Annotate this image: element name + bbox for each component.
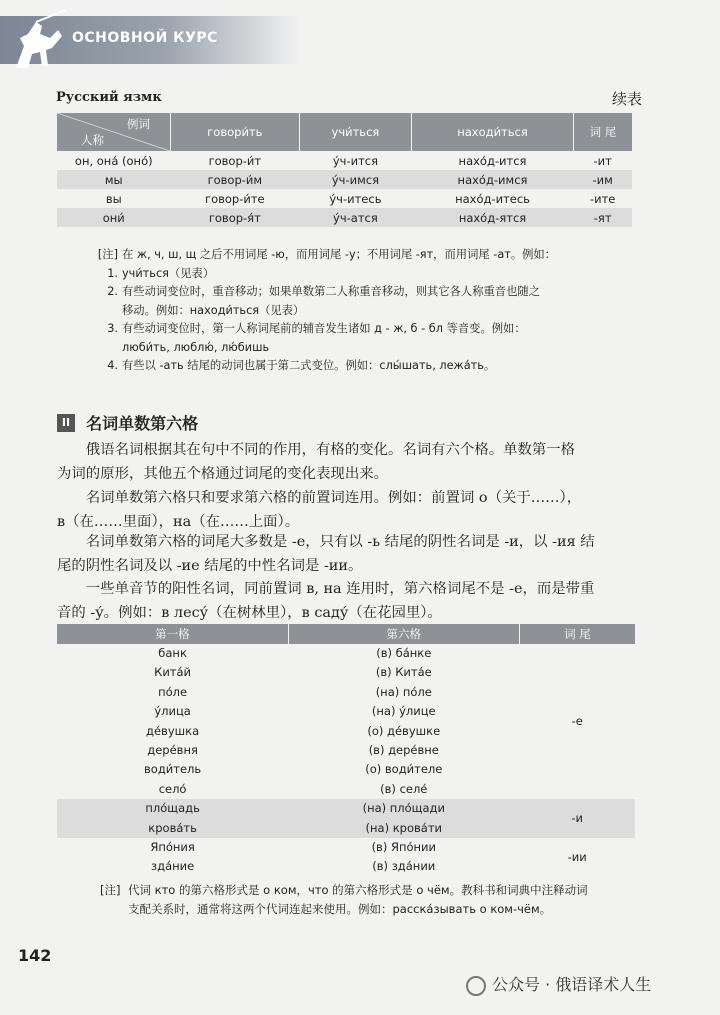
table-cell: он, она́ (оно́)	[74, 153, 153, 168]
book-title: Русский язмк	[56, 90, 162, 105]
table-cell: (на) пло́щади	[288, 799, 519, 818]
table-cell: (в) зда́нии	[372, 859, 436, 874]
table-cell: нахо́д-итесь	[455, 191, 530, 206]
table-cell: у́ч-итесь	[329, 191, 382, 206]
column-header: 词 尾	[519, 624, 635, 644]
table-cell: у́ч-ится	[332, 153, 379, 168]
note-number: 2.	[107, 285, 118, 298]
table-cell: село́	[158, 781, 187, 796]
paragraph-line: 尾的阴性名词及以 -ие 结尾的中性名词是 -ии。	[57, 558, 363, 574]
corner-top-label: 例词	[127, 117, 150, 131]
column-header: учи́ться	[299, 113, 412, 151]
table-cell: (в) ба́нке	[376, 646, 432, 660]
watermark-text: 公众号 · 俄语译术人生	[492, 975, 652, 994]
table-cell: Япо́ния	[150, 840, 195, 855]
note-line: люби́ть, люблю́, лю́бишь	[122, 340, 270, 354]
header-banner	[0, 16, 300, 64]
table-cell: (о) води́теле	[365, 762, 443, 777]
table-cell: нахо́д-имся	[412, 170, 574, 189]
conjugation-table	[57, 113, 632, 227]
table-cell: Кита́й	[154, 665, 192, 680]
table-corner-cell	[57, 113, 171, 151]
table-cell: (на) по́ле	[375, 684, 432, 699]
table-row	[57, 151, 632, 170]
table-cell: (на) у́лице	[371, 704, 436, 719]
note-line: 代词 кто 的第六格形式是 о ком，что 的第六格形式是 о чём。教科书和词典中注释动词	[128, 883, 588, 897]
column-header: 第一格	[57, 624, 288, 644]
table-cell: де́вушка	[146, 723, 200, 738]
ending-cell: -е	[571, 713, 583, 728]
sixth-case-table	[57, 624, 635, 877]
note-line: 支配关系时，通常将这两个代词连起来使用。例如：расска́зывать о ком-чём。	[128, 902, 552, 916]
table-cell: вы	[105, 191, 122, 206]
paragraph-line: 名词单数第六格的词尾大多数是 -е，只有以 -ь 结尾的阴性名词是 -и，以 -ия 结	[57, 534, 595, 550]
table-cell: пло́щадь	[57, 799, 288, 818]
paragraph-line: в（在……里面），на（在……上面）。	[57, 514, 300, 530]
table-cell: -ят	[573, 208, 632, 227]
table-cell: нахо́д-ятся	[412, 208, 574, 227]
table-cell: они́	[57, 208, 171, 227]
paragraph	[57, 486, 640, 534]
note-line: 有些动词变位时，第一人称词尾前的辅音发生诸如 д - ж, б - бл 等音变。例如：	[122, 322, 526, 335]
page-number: 142	[18, 946, 52, 965]
paragraph	[57, 530, 640, 578]
note-tag: [注]	[100, 883, 121, 897]
table-cell: нахо́д-ится	[458, 153, 527, 168]
note-number: 1.	[107, 266, 118, 280]
continued-label: 续表	[611, 90, 642, 108]
section-title: 名词单数第六格	[86, 414, 199, 433]
paragraph-line: 一些单音节的阳性名词，同前置词 в, на 连用时，第六格词尾不是 -е，而是带重	[57, 581, 595, 597]
ending-cell: -и	[519, 799, 635, 838]
section-heading	[57, 411, 198, 433]
table-row	[57, 644, 635, 663]
pronoun-note	[100, 881, 650, 919]
note-item	[88, 357, 648, 376]
note-number: 4.	[107, 359, 118, 372]
table-cell: води́тель	[144, 762, 202, 777]
table-row	[57, 799, 635, 818]
paragraph-line: 音的 -у́。例如：в лесу́（在树林里），в саду́（在花园里）。	[57, 605, 442, 621]
table-cell: -ит	[593, 153, 612, 168]
table-cell: -ите	[589, 191, 616, 206]
table-cell: у́лица	[154, 704, 191, 719]
course-title: ОСНОВНОЙ КУРС	[72, 30, 218, 46]
note-item	[88, 283, 648, 320]
corner-bottom-label: 人称	[81, 133, 104, 147]
table-cell: (о) де́вушке	[367, 723, 441, 738]
table-cell: (в) селе́	[380, 781, 428, 796]
note-line: 在 ж, ч, ш, щ 之后不用词尾 -ю，而用词尾 -у；不用词尾 -ят，而用词尾 -ат。例如：	[122, 248, 557, 261]
note-line: 移动。例如：находи́ться（见表）	[122, 303, 305, 317]
notes-tag: [注]	[97, 248, 118, 261]
note-line: 有些以 -ать 结尾的动词也属于第二式变位。例如：слы́шать, лежа́ть。	[122, 359, 496, 372]
paragraph-line: 名词单数第六格只和要求第六格的前置词连用。例如：前置词 о（关于……），	[57, 490, 582, 506]
paragraph	[57, 438, 640, 486]
column-header: 第六格	[288, 624, 519, 644]
note-line: учи́ться（见表）	[122, 266, 215, 280]
wechat-icon	[466, 976, 486, 996]
table-cell: говор-и́т	[208, 153, 262, 168]
ending-cell: -ии	[567, 849, 587, 864]
notes-block	[88, 246, 648, 376]
table-cell: (в) Япо́нии	[371, 840, 436, 855]
table-cell: по́ле	[158, 684, 188, 699]
table-cell: банк	[158, 646, 187, 660]
column-header: 词 尾	[573, 113, 632, 151]
table-cell: крова́ть	[57, 819, 288, 838]
horse-rider-icon	[6, 8, 78, 80]
paragraph	[57, 577, 640, 625]
table-row	[57, 189, 632, 208]
table-row	[57, 208, 632, 227]
note-number: 3.	[107, 322, 118, 335]
table-cell: говор-и́те	[205, 191, 265, 206]
paragraph-line: 为词的原形，其他五个格通过词尾的变化表现出来。	[57, 466, 388, 482]
note-item	[88, 246, 648, 283]
table-cell: зда́ние	[151, 859, 195, 874]
section-numeral: II	[57, 414, 75, 432]
column-header: говори́ть	[171, 113, 300, 151]
note-line: 有些动词变位时，重音移动；如果单数第二人称重音移动，则其它各人称重音也随之	[122, 285, 540, 298]
table-cell: -им	[573, 170, 632, 189]
table-cell: (в) дере́вне	[368, 743, 439, 758]
table-cell: мы	[57, 170, 171, 189]
table-cell: дере́вня	[147, 743, 198, 758]
table-cell: (на) крова́ти	[288, 819, 519, 838]
table-row	[57, 838, 635, 857]
table-cell: говор-и́м	[171, 170, 300, 189]
paragraph-line: 俄语名词根据其在句中不同的作用，有格的变化。名词有六个格。单数第一格	[57, 442, 576, 458]
table-cell: у́ч-атся	[299, 208, 412, 227]
note-item	[88, 320, 648, 357]
table-cell: (в) Кита́е	[375, 665, 432, 680]
column-header: находи́ться	[412, 113, 574, 151]
table-cell: у́ч-имся	[299, 170, 412, 189]
table-row	[57, 170, 632, 189]
table-cell: говор-я́т	[171, 208, 300, 227]
watermark	[466, 972, 651, 996]
